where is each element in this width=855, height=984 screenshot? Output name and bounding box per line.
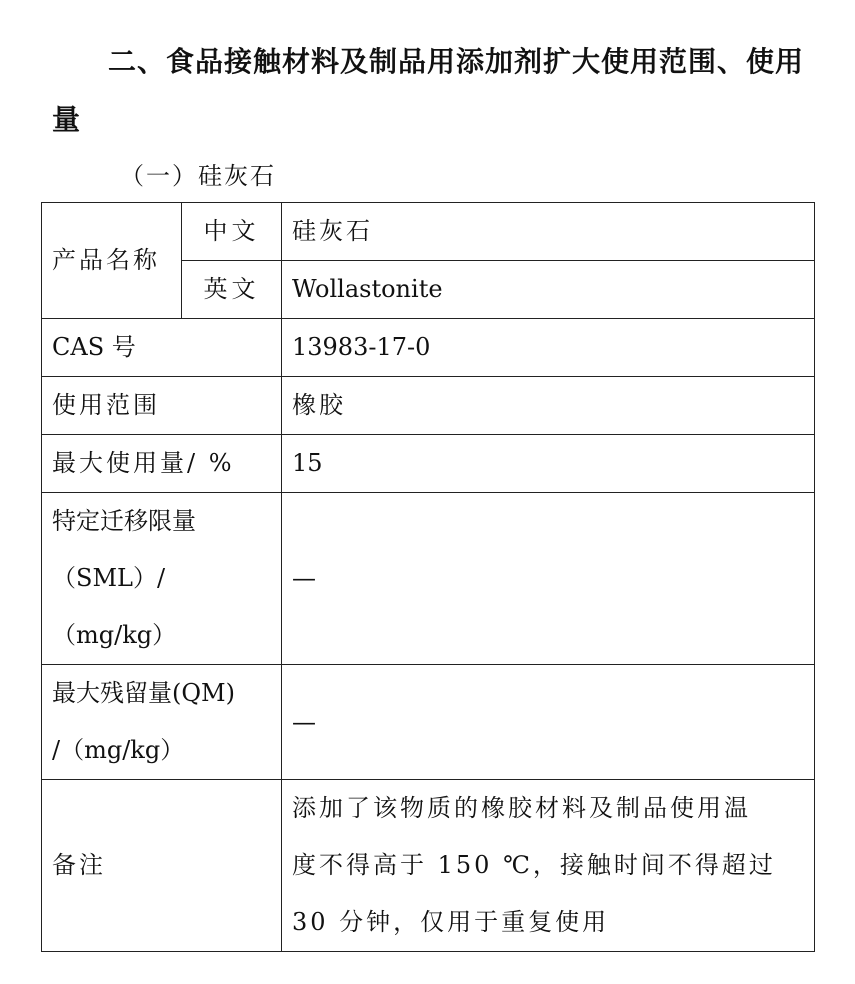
remark-line-2: 度不得高于 150 ℃，接触时间不得超过 (292, 851, 776, 879)
product-name-label: 产品名称 (42, 203, 182, 319)
remark-line-1: 添加了该物质的橡胶材料及制品使用温 (292, 794, 751, 822)
chinese-value: 硅灰石 (282, 203, 815, 261)
english-label: 英文 (182, 261, 282, 319)
table-row-scope (42, 377, 815, 435)
remark-value (282, 780, 815, 952)
sub-heading: （一）硅灰石 (120, 162, 276, 190)
section-heading-line-1: 二、食品接触材料及制品用添加剂扩大使用范围、使用 (108, 45, 805, 78)
cas-value: 13983-17-0 (282, 319, 815, 377)
table-row-sml (42, 493, 815, 665)
scope-label: 使用范围 (42, 377, 282, 435)
specification-table (41, 202, 815, 952)
remark-label: 备注 (42, 780, 282, 952)
qm-value: — (282, 665, 815, 780)
sml-label-line-2: （SML）/ (52, 564, 166, 592)
sml-label (42, 493, 282, 665)
sml-label-line-3: （mg/kg） (52, 621, 177, 649)
cas-label: CAS 号 (42, 319, 282, 377)
table-row-cas (42, 319, 815, 377)
table-row-remark (42, 780, 815, 952)
qm-label-line-2: /（mg/kg） (52, 736, 185, 764)
qm-label-line-1: 最大残留量(QM) (52, 679, 235, 707)
sml-label-line-1: 特定迁移限量 (52, 507, 196, 535)
english-value: Wollastonite (282, 261, 815, 319)
chinese-label: 中文 (182, 203, 282, 261)
qm-label (42, 665, 282, 780)
sml-value: — (282, 493, 815, 665)
max-use-label: 最大使用量/ % (42, 435, 282, 493)
max-use-value: 15 (282, 435, 815, 493)
table-row-chinese-name (42, 203, 815, 261)
table-row-max-use (42, 435, 815, 493)
section-heading-line-2: 量 (52, 103, 82, 136)
table-row-qm (42, 665, 815, 780)
scope-value: 橡胶 (282, 377, 815, 435)
remark-line-3: 30 分钟，仅用于重复使用 (292, 908, 610, 936)
